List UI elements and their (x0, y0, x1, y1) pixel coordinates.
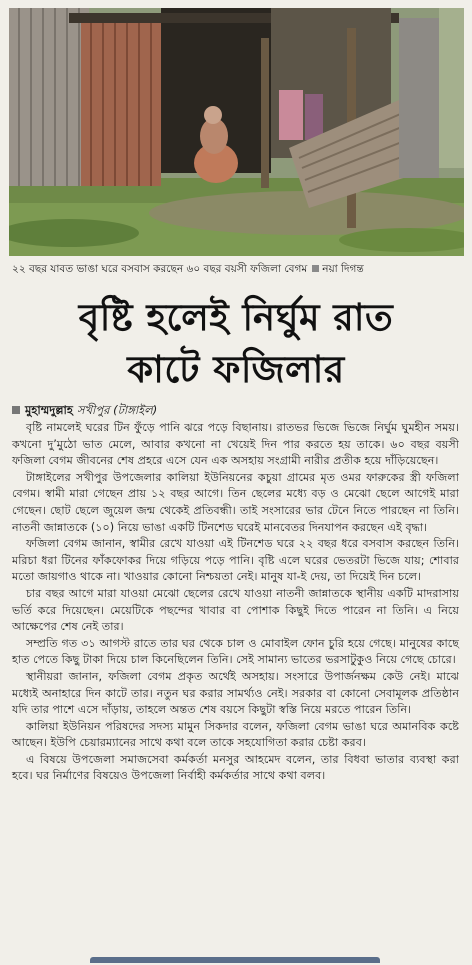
caption-text: ২২ বছর যাবত ভাঙা ঘরে বসবাস করছেন ৬০ বছর বয়সী ফজিলা বেগম (12, 263, 308, 275)
headline (10, 292, 462, 396)
byline (12, 402, 157, 418)
separator-square-icon (312, 265, 319, 272)
paragraph: এ বিষয়ে উপজেলা সমাজসেবা কর্মকর্তা মনসুর আহমেদ বলেন, তার বিধবা ভাতার ব্যবস্থা করা হবে। ঘর নির্মাণের বিষয়েও উপজেলা নির্বাহী কর্মকর্তার সাথে কথা বলব। (12, 752, 459, 783)
paragraph: স্থানীয়রা জানান, ফজিলা বেগম প্রকৃত অর্থেই অসহায়। সংসারে উপার্জনক্ষম কেউ নেই। মাঝে মধ্যেই অনাহারে দিন কাটে তার। নতুন ঘর করার সামর্থ্যও নেই। সরকার বা কোনো সেবামূলক প্রতিষ্ঠান যদি তার পাশে এসে দাঁড়ায়, তাহলে অন্তত শেষ বয়সে কিছুটা স্বস্তি নিয়ে মরতে পারেন তিনি। (12, 669, 459, 717)
paragraph: সম্প্রতি গত ৩১ আগস্ট রাতে তার ঘর থেকে চাল ও মোবাইল ফোন চুরি হয়ে গেছে। মানুষের কাছে হাত পেতে কিছু টাকা দিয়ে চাল কিনেছিলেন তিনি। সেই সামান্য ভাতের ভরসাটুকুও নিয়ে গেছে চোরে। (12, 636, 459, 667)
next-article-edge (90, 957, 380, 963)
photo-credit: নয়া দিগন্ত (322, 263, 364, 275)
house-photo-illustration (9, 8, 464, 256)
next-article-strip (0, 954, 472, 965)
paragraph: চার বছর আগে মারা যাওয়া মেঝো ছেলের রেখে যাওয়া নাতনী জান্নাতকে স্থানীয় একটি মাদরাসায় ভর্তি করে দিয়েছেন। মেয়েটিকে পছন্দের খাবার বা পোশাক কিছুই দিতে পারেন না তিনি। এ নিয়ে আক্ষেপের শেষ নেই তার। (12, 586, 459, 634)
dateline-location: সখীপুর (টাঙ্গাইল) (76, 403, 158, 417)
paragraph: ফজিলা বেগম জানান, স্বামীর রেখে যাওয়া এই টিনশেড ঘরে ২২ বছর ধরে বসবাস করছেন তিনি। মরিচা ধরা টিনের ফাঁকফোকর দিয়ে গড়িয়ে পড়ে পানি। বৃষ্টি এলে ঘরের ভেতরটা ভিজে যায়; শোবার মতো জায়গাও থাকে না। খাওয়ার কোনো নিশ্চয়তা নেই। মানুষ যা-ই দেয়, তা দিয়েই দিন চলে। (12, 537, 459, 584)
headline-line-1: বৃষ্টি হলেই নির্ঘুম রাত (78, 296, 394, 339)
paragraph: কালিয়া ইউনিয়ন পরিষদের সদস্য মামুন সিকদার বলেন, ফজিলা বেগম ভাঙা ঘরে অমানবিক কষ্টে আছেন। ইউপি চেয়ারম্যানের সাথে কথা বলে তাকে সহযোগিতা করার চেষ্টা করব। (12, 719, 459, 750)
headline-line-2: কাটে ফজিলার (127, 348, 345, 391)
paragraph: টাঙ্গাইলের সখীপুর উপজেলার কালিয়া ইউনিয়নের কচুয়া গ্রামের মৃত ওমর ফারুকের স্ত্রী ফজিলা বেগম। স্বামী মারা গেছেন প্রায় ১২ বছর আগে। তিন ছেলের মধ্যে বড় ও মেঝো ছেলে আগেই মারা গেছেন। ছোট ছেলে জুয়েল জন্ম থেকেই প্রতিবন্ধী। তাই সংসারের ভার টেনে নিতে পারছেন না তিনি। নাতনী জান্নাতকে (১০) নিয়ে ভাঙা একটি টিনশেড ঘরেই মানবেতর দিনযাপন করছেন এই বৃদ্ধা। (12, 470, 460, 534)
author-name: মুহাম্মদুল্লাহ (25, 403, 73, 417)
article-photo (9, 8, 464, 256)
photo-caption (12, 261, 464, 277)
paragraph: বৃষ্টি নামলেই ঘরের টিন ফুঁড়ে পানি ঝরে পড়ে বিছানায়। রাতভর ভিজে ভিজে নির্ঘুম ঘুমহীন সময়। কখনো দু’মুঠো ভাত মেলে, আবার কখনো না খেয়েই দিন পার করতে হয় তাকে। ৬০ বছর বয়সী ফজিলা বেগম জীবনের শেষ প্রহরে এসে যেন এক অসহায় সংগ্রামী নারীর প্রতীক হয়ে দাঁড়িয়েছেন। (12, 421, 459, 468)
byline-bullet-icon (12, 406, 20, 414)
article-body (12, 420, 459, 785)
